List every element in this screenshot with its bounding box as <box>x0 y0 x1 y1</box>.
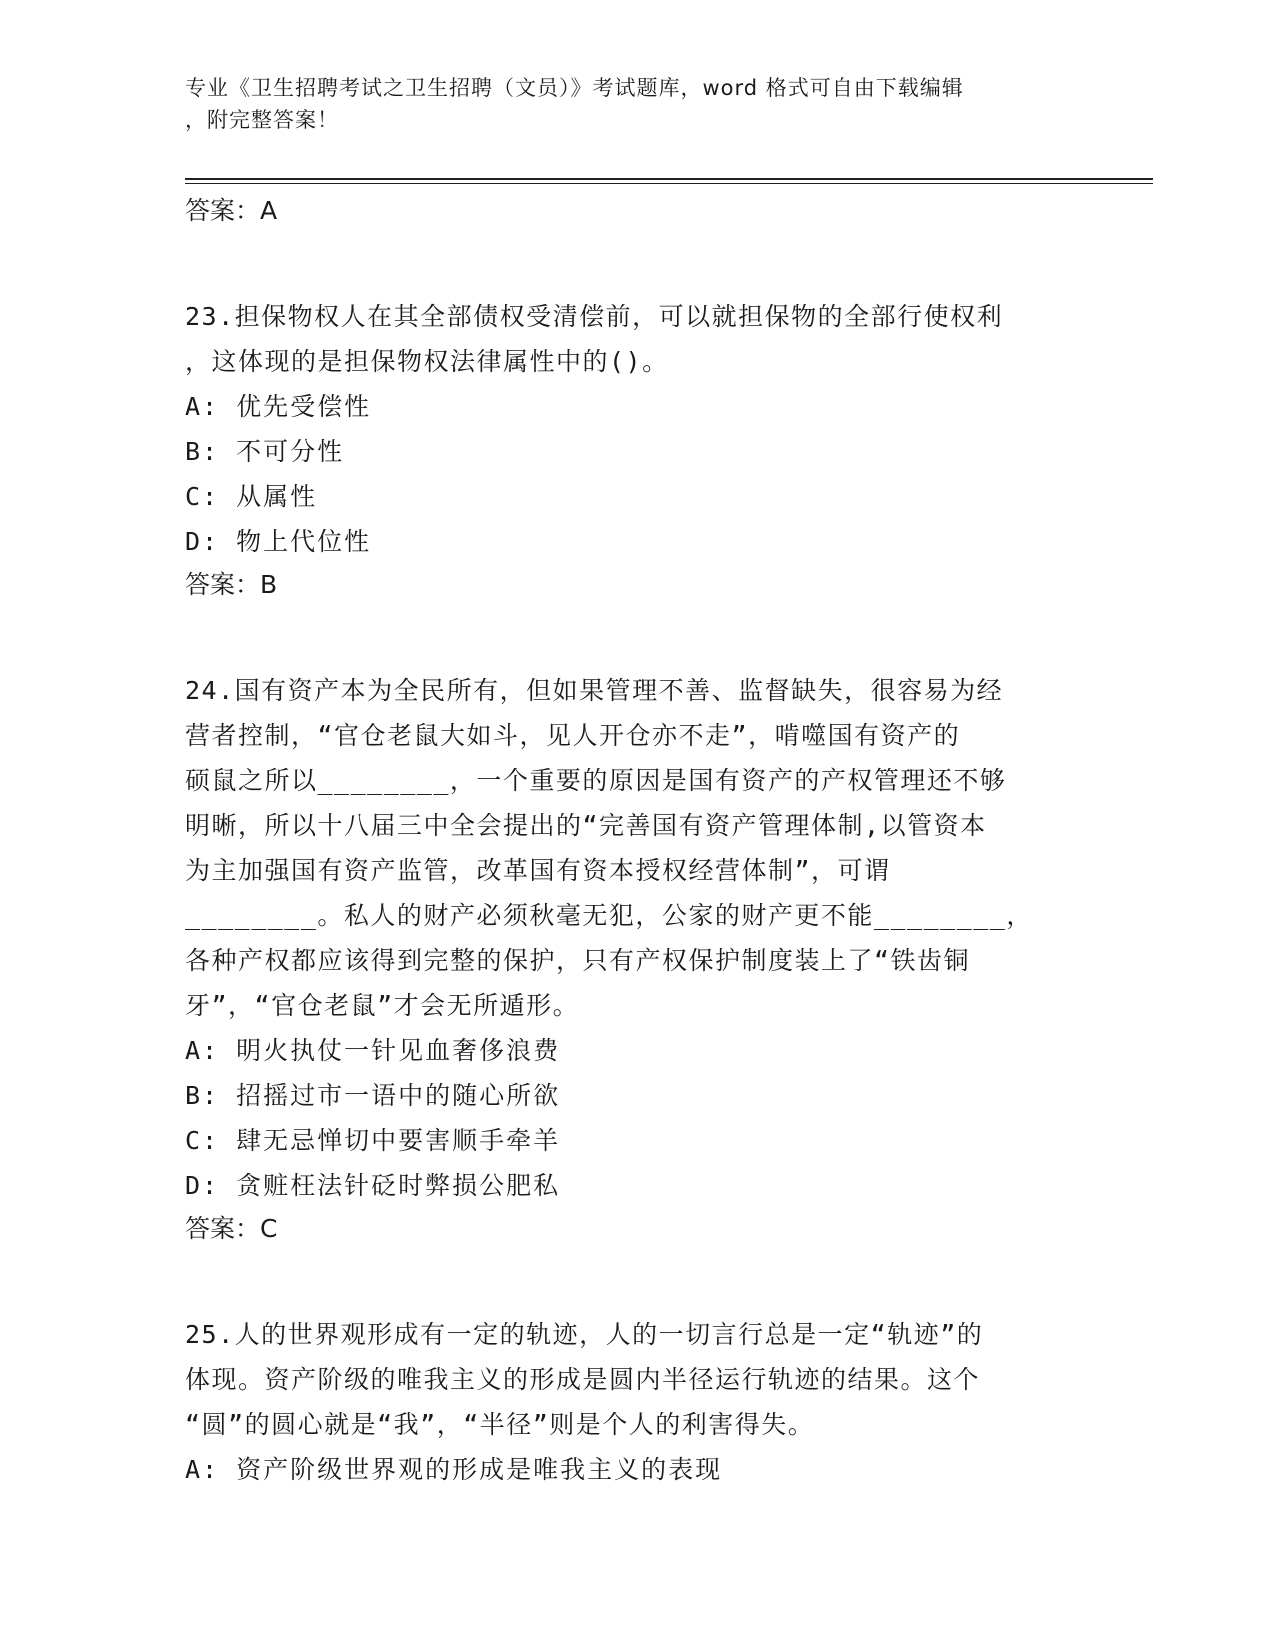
header-line-2: ，附完整答案！ <box>185 108 339 132</box>
stem-line: 营者控制，“官仓老鼠大如斗，见人开仓亦不走”，啃噬国有资产的 <box>185 721 961 750</box>
stem-line: ，这体现的是担保物权法律属性中的()。 <box>185 347 669 376</box>
document-header <box>185 72 1085 136</box>
question-24 <box>185 668 1085 1250</box>
question-answer: 答案：B <box>185 570 278 599</box>
header-divider-thin <box>185 183 1153 184</box>
stem-line: 明晰，所以十八届三中全会提出的“完善国有资产管理体制,以管资本 <box>185 811 987 840</box>
option-a: A: 资产阶级世界观的形成是唯我主义的表现 <box>185 1455 723 1484</box>
question-stem <box>185 668 1085 1028</box>
question-stem <box>185 294 1085 384</box>
stem-line: 24.国有资产本为全民所有，但如果管理不善、监督缺失，很容易为经 <box>185 676 1004 705</box>
header-line-1: 专业《卫生招聘考试之卫生招聘（文员）》考试题库，word 格式可自由下载编辑 <box>185 76 964 100</box>
option-d: D: 贪赃枉法针砭时弊损公肥私 <box>185 1171 561 1200</box>
stem-line: 23.担保物权人在其全部债权受清偿前，可以就担保物的全部行使权利 <box>185 302 1004 331</box>
header-divider <box>185 178 1153 180</box>
option-b: B: 招摇过市一语中的随心所欲 <box>185 1081 561 1110</box>
question-answer: 答案：C <box>185 1214 278 1243</box>
question-25 <box>185 1312 1085 1492</box>
option-a: A: 明火执仗一针见血奢侈浪费 <box>185 1036 561 1065</box>
question-stem <box>185 1312 1085 1447</box>
stem-line: 体现。资产阶级的唯我主义的形成是圆内半径运行轨迹的结果。这个 <box>185 1365 981 1394</box>
stem-line: 各种产权都应该得到完整的保护，只有产权保护制度装上了“铁齿铜 <box>185 946 971 975</box>
stem-line: 牙”，“官仓老鼠”才会无所遁形。 <box>185 991 580 1020</box>
stem-line: ________。私人的财产必须秋毫无犯，公家的财产更不能________， <box>185 901 1033 930</box>
stem-line: 25.人的世界观形成有一定的轨迹，人的一切言行总是一定“轨迹”的 <box>185 1320 984 1349</box>
stem-line: “圆”的圆心就是“我”，“半径”则是个人的利害得失。 <box>185 1410 815 1439</box>
option-c: C: 从属性 <box>185 482 318 511</box>
question-23 <box>185 294 1085 606</box>
stem-line: 为主加强国有资产监管，改革国有资本授权经营体制”，可谓 <box>185 856 891 885</box>
option-d: D: 物上代位性 <box>185 527 372 556</box>
question-list <box>185 190 1085 1492</box>
option-c: C: 肆无忌惮切中要害顺手牵羊 <box>185 1126 561 1155</box>
stem-line: 硕鼠之所以________，一个重要的原因是国有资产的产权管理还不够 <box>185 766 1007 795</box>
previous-answer: 答案：A <box>185 196 278 225</box>
option-b: B: 不可分性 <box>185 437 345 466</box>
option-a: A: 优先受偿性 <box>185 392 372 421</box>
